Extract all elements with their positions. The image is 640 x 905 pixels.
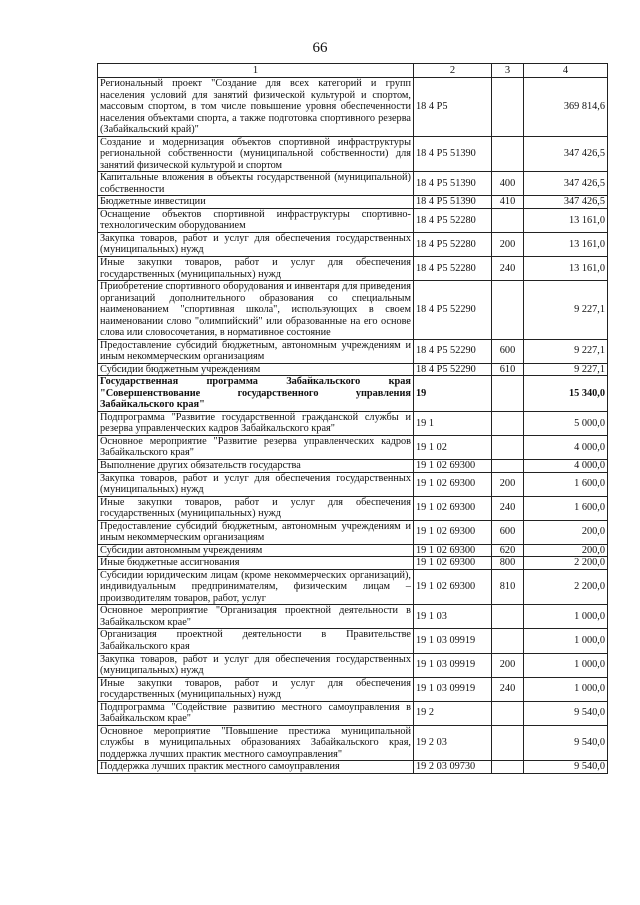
table-row [98,256,608,280]
table-header-row [98,64,608,78]
row-code: 19 1 [414,411,492,435]
row-name: Создание и модернизация объектов спортивной инфраструктуры региональной собственности (муниципальной собственности) для занятий физической культурой и спортом [98,136,414,172]
table-row [98,136,608,172]
budget-table [97,63,608,774]
row-expense-type: 600 [492,339,524,363]
table-row [98,761,608,774]
row-sum: 9 227,1 [524,339,608,363]
row-name: Закупка товаров, работ и услуг для обеспечения государственных (муниципальных) нужд [98,232,414,256]
table-row [98,376,608,412]
row-sum: 15 340,0 [524,376,608,412]
row-expense-type: 810 [492,569,524,605]
row-sum: 4 000,0 [524,435,608,459]
row-expense-type: 240 [492,496,524,520]
row-expense-type: 240 [492,677,524,701]
row-name: Основное мероприятие "Организация проектной деятельности в Забайкальском крае" [98,605,414,629]
table-row [98,411,608,435]
row-code: 19 1 02 [414,435,492,459]
row-name: Организация проектной деятельности в Правительстве Забайкальского края [98,629,414,653]
row-name: Региональный проект "Создание для всех категорий и групп населения условий для занятий физической культурой и спортом, массовым спортом, в том числе повышение уровня обеспеченности населения объектами спорта, а также подготовка спортивного резерва (Забайкальский край)" [98,78,414,137]
table-row [98,544,608,557]
row-name: Иные закупки товаров, работ и услуг для обеспечения государственных (муниципальных) нужд [98,496,414,520]
row-sum: 5 000,0 [524,411,608,435]
table-row [98,208,608,232]
row-code: 18 4 P5 [414,78,492,137]
row-expense-type: 200 [492,232,524,256]
table-row [98,460,608,473]
row-sum: 13 161,0 [524,208,608,232]
table-row [98,725,608,761]
row-code: 18 4 P5 52290 [414,339,492,363]
row-sum: 9 540,0 [524,725,608,761]
row-expense-type: 400 [492,172,524,196]
table-row [98,677,608,701]
row-expense-type [492,629,524,653]
row-sum: 1 000,0 [524,605,608,629]
row-code: 19 1 02 69300 [414,460,492,473]
row-name: Закупка товаров, работ и услуг для обеспечения государственных (муниципальных) нужд [98,653,414,677]
row-code: 19 2 03 09730 [414,761,492,774]
row-name: Иные бюджетные ассигнования [98,557,414,570]
row-name: Иные закупки товаров, работ и услуг для обеспечения государственных (муниципальных) нужд [98,256,414,280]
row-sum: 9 540,0 [524,701,608,725]
row-expense-type [492,136,524,172]
row-expense-type: 410 [492,196,524,209]
table-row [98,569,608,605]
row-expense-type: 620 [492,544,524,557]
row-code: 18 4 P5 51390 [414,172,492,196]
row-name: Субсидии юридическим лицам (кроме некоммерческих организаций), индивидуальным предпринимателям, физическим лицам – производителям товаров, работ, услуг [98,569,414,605]
row-expense-type: 200 [492,653,524,677]
table-row [98,605,608,629]
row-sum: 13 161,0 [524,256,608,280]
row-name: Предоставление субсидий бюджетным, автономным учреждениям и иным некоммерческим организациям [98,339,414,363]
column-header-type: 3 [492,64,524,78]
column-header-sum: 4 [524,64,608,78]
row-expense-type [492,761,524,774]
row-expense-type: 240 [492,256,524,280]
row-expense-type [492,605,524,629]
row-sum: 200,0 [524,520,608,544]
table-row [98,281,608,340]
row-name: Выполнение других обязательств государства [98,460,414,473]
row-name: Основное мероприятие "Развитие резерва управленческих кадров Забайкальского края" [98,435,414,459]
row-sum: 2 200,0 [524,557,608,570]
page-number: 66 [312,40,328,56]
row-expense-type [492,411,524,435]
row-sum: 1 600,0 [524,496,608,520]
row-sum: 347 426,5 [524,136,608,172]
row-code: 19 1 03 09919 [414,677,492,701]
row-sum: 1 600,0 [524,472,608,496]
row-expense-type [492,435,524,459]
row-expense-type [492,725,524,761]
row-expense-type [492,460,524,473]
row-sum: 9 227,1 [524,363,608,376]
row-sum: 9 227,1 [524,281,608,340]
row-code: 18 4 P5 52280 [414,256,492,280]
row-name: Субсидии бюджетным учреждениям [98,363,414,376]
row-code: 18 4 P5 52290 [414,363,492,376]
table-row [98,496,608,520]
table-row [98,172,608,196]
row-name: Капитальные вложения в объекты государственной (муниципальной) собственности [98,172,414,196]
row-name: Субсидии автономным учреждениям [98,544,414,557]
row-code: 19 1 03 09919 [414,653,492,677]
row-name: Бюджетные инвестиции [98,196,414,209]
table-row [98,520,608,544]
row-code: 18 4 P5 52280 [414,232,492,256]
row-expense-type: 200 [492,472,524,496]
row-sum: 4 000,0 [524,460,608,473]
row-code: 19 1 02 69300 [414,569,492,605]
table-row [98,653,608,677]
table-row [98,339,608,363]
column-header-code: 2 [414,64,492,78]
table-row [98,701,608,725]
table-row [98,363,608,376]
row-code: 19 1 03 09919 [414,629,492,653]
row-expense-type [492,376,524,412]
row-expense-type: 600 [492,520,524,544]
row-name: Закупка товаров, работ и услуг для обеспечения государственных (муниципальных) нужд [98,472,414,496]
row-sum: 13 161,0 [524,232,608,256]
row-code: 18 4 P5 52290 [414,281,492,340]
row-sum: 9 540,0 [524,761,608,774]
row-name: Предоставление субсидий бюджетным, автономным учреждениям и иным некоммерческим организациям [98,520,414,544]
row-expense-type: 800 [492,557,524,570]
row-code: 19 1 03 [414,605,492,629]
row-code: 18 4 P5 52280 [414,208,492,232]
table-row [98,435,608,459]
row-name: Иные закупки товаров, работ и услуг для обеспечения государственных (муниципальных) нужд [98,677,414,701]
row-name: Приобретение спортивного оборудования и инвентаря для приведения организаций дополнительного образования со специальным наименованием "спортивная школа", использующих в своем наименовании слово "олимпийский" или образованные на его основе слова или словосочетания, в нормативное состояние [98,281,414,340]
row-name: Основное мероприятие "Повышение престижа муниципальной службы в муниципальных образованиях Забайкальского края, поддержка лучших практик местного самоуправления" [98,725,414,761]
row-expense-type [492,208,524,232]
table-row [98,78,608,137]
column-header-name: 1 [98,64,414,78]
row-expense-type [492,78,524,137]
row-sum: 1 000,0 [524,677,608,701]
row-code: 18 4 P5 51390 [414,136,492,172]
row-sum: 347 426,5 [524,196,608,209]
row-expense-type [492,701,524,725]
table-row [98,232,608,256]
row-expense-type: 610 [492,363,524,376]
row-sum: 347 426,5 [524,172,608,196]
row-code: 19 1 02 69300 [414,472,492,496]
row-code: 18 4 P5 51390 [414,196,492,209]
table-row [98,629,608,653]
row-code: 19 1 02 69300 [414,557,492,570]
row-code: 19 1 02 69300 [414,520,492,544]
row-sum: 200,0 [524,544,608,557]
row-name: Подпрограмма "Содействие развитию местного самоуправления в Забайкальском крае" [98,701,414,725]
row-name: Государственная программа Забайкальского края "Совершенствование государственного управления Забайкальского края" [98,376,414,412]
row-sum: 2 200,0 [524,569,608,605]
table-row [98,196,608,209]
row-code: 19 1 02 69300 [414,496,492,520]
table-row [98,472,608,496]
row-expense-type [492,281,524,340]
row-sum: 1 000,0 [524,629,608,653]
row-sum: 369 814,6 [524,78,608,137]
row-sum: 1 000,0 [524,653,608,677]
table-body [98,78,608,774]
row-code: 19 1 02 69300 [414,544,492,557]
row-code: 19 [414,376,492,412]
row-code: 19 2 03 [414,725,492,761]
row-name: Поддержка лучших практик местного самоуправления [98,761,414,774]
row-name: Подпрограмма "Развитие государственной гражданской службы и резерва управленческих кадров Забайкальского края" [98,411,414,435]
row-code: 19 2 [414,701,492,725]
table-row [98,557,608,570]
row-name: Оснащение объектов спортивной инфраструктуры спортивно-технологическим оборудованием [98,208,414,232]
